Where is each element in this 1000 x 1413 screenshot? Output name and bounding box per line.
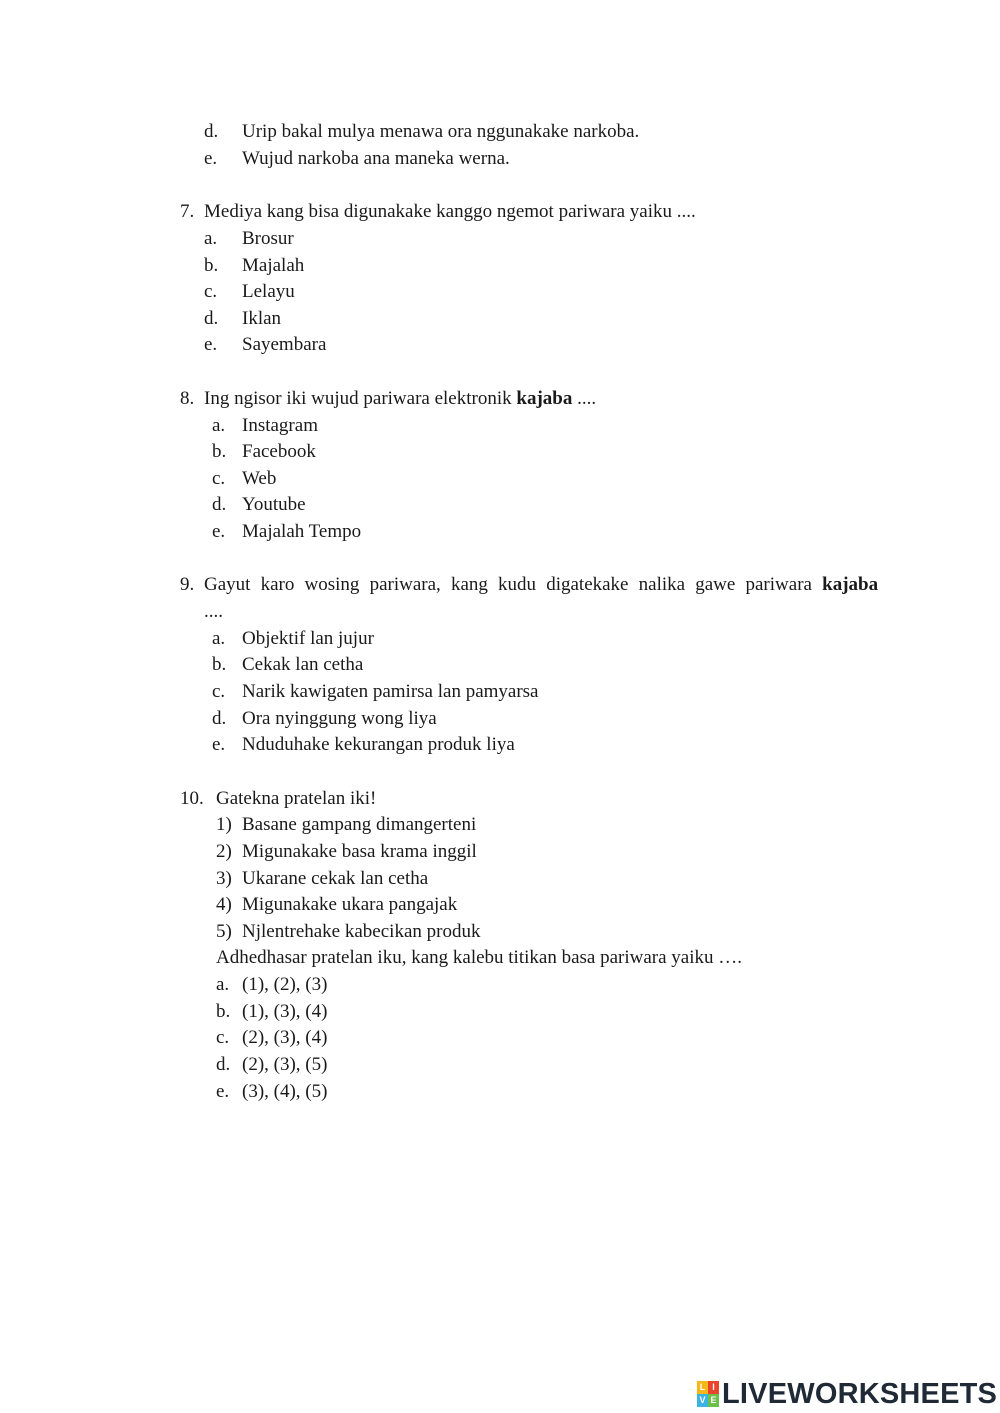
option-text: Ora nyinggung wong liya [242, 708, 437, 729]
logo-mark-i: I [708, 1381, 719, 1394]
option-letter: e. [216, 1081, 230, 1102]
statement-number: 1) [216, 814, 232, 835]
question-prompt: Adhedhasar pratelan iku, kang kalebu titikan basa pariwara yaiku …. [216, 947, 743, 968]
q9-word: gawe [695, 574, 736, 595]
option-text: Majalah Tempo [242, 521, 362, 542]
statement-text: Ukarane cekak lan cetha [242, 868, 429, 889]
option-letter: b. [212, 441, 227, 462]
statement-number: 2) [216, 841, 232, 862]
question-text-after: .... [577, 388, 597, 409]
q9-word: kudu [498, 574, 537, 595]
question-text-after: .... [204, 601, 223, 622]
option-letter: e. [212, 734, 226, 755]
option-text: (1), (2), (3) [242, 974, 328, 995]
q9-word: karo [260, 574, 295, 595]
q9-word: pariwara [745, 574, 812, 595]
logo-mark-e: E [708, 1394, 719, 1407]
option-letter: d. [216, 1054, 231, 1075]
statement-text: Njlentrehake kabecikan produk [242, 921, 481, 942]
option-text: (1), (3), (4) [242, 1001, 328, 1022]
option-letter: a. [212, 628, 226, 649]
option-letter: d. [204, 308, 219, 329]
option-text: Cekak lan cetha [242, 654, 364, 675]
q9-word: kang [450, 574, 488, 595]
q9-word: Gayut [204, 574, 251, 595]
option-letter: a. [216, 974, 230, 995]
liveworksheets-logo[interactable] [697, 1378, 997, 1410]
statement-text: Migunakake basa krama inggil [242, 841, 477, 862]
option-text: Wujud narkoba ana maneka werna. [242, 148, 510, 169]
question-text: Mediya kang bisa digunakake kanggo ngemot pariwara yaiku .... [204, 201, 696, 222]
option-text: (2), (3), (5) [242, 1054, 328, 1075]
option-letter: e. [204, 334, 218, 355]
question-text-emphasis: kajaba [516, 388, 573, 409]
option-letter: a. [204, 228, 218, 249]
question-text: Gatekna pratelan iki! [216, 788, 377, 809]
option-letter: c. [212, 468, 226, 489]
option-text: Brosur [242, 228, 294, 249]
option-letter: e. [204, 148, 218, 169]
statement-number: 5) [216, 921, 232, 942]
question-number: 8. [180, 388, 195, 409]
q9-word: digatekake [546, 574, 629, 595]
option-text: Instagram [242, 415, 318, 436]
question-number: 9. [180, 574, 195, 595]
q9-word: pariwara, [369, 574, 441, 595]
option-text: Facebook [242, 441, 316, 462]
option-letter: b. [216, 1001, 231, 1022]
option-letter: d. [212, 494, 227, 515]
option-letter: a. [212, 415, 226, 436]
option-letter: c. [216, 1027, 230, 1048]
logo-mark-l: L [697, 1381, 708, 1394]
statement-text: Migunakake ukara pangajak [242, 894, 458, 915]
option-letter: c. [212, 681, 226, 702]
q9-word: nalika [638, 574, 686, 595]
option-text: Urip bakal mulya menawa ora nggunakake narkoba. [242, 121, 640, 142]
option-text: Nduduhake kekurangan produk liya [242, 734, 515, 755]
option-text: (3), (4), (5) [242, 1081, 328, 1102]
option-text: Sayembara [242, 334, 327, 355]
logo-mark-v: V [697, 1394, 708, 1407]
option-letter: d. [204, 121, 219, 142]
option-letter: b. [204, 255, 219, 276]
q9-word: wosing [304, 574, 360, 595]
option-text: Web [242, 468, 277, 489]
question-text-before: Ing ngisor iki wujud pariwara elektronik [204, 388, 512, 409]
option-letter: b. [212, 654, 227, 675]
logo-icon [697, 1381, 719, 1407]
question-number: 7. [180, 201, 195, 222]
question-text [204, 387, 596, 411]
option-text: (2), (3), (4) [242, 1027, 328, 1048]
option-text: Majalah [242, 255, 305, 276]
option-letter: c. [204, 281, 218, 302]
logo-wordmark: LIVEWORKSHEETS [722, 1377, 998, 1410]
option-text: Iklan [242, 308, 282, 329]
option-text: Objektif lan jujur [242, 628, 374, 649]
option-letter: e. [212, 521, 226, 542]
question-number: 10. [180, 788, 204, 809]
option-text: Youtube [242, 494, 306, 515]
q9-question-text [204, 573, 878, 597]
statement-number: 4) [216, 894, 232, 915]
statement-text: Basane gampang dimangerteni [242, 814, 477, 835]
option-letter: d. [212, 708, 227, 729]
option-text: Narik kawigaten pamirsa lan pamyarsa [242, 681, 539, 702]
question-text-emphasis: kajaba [822, 574, 879, 595]
statement-number: 3) [216, 868, 232, 889]
option-text: Lelayu [242, 281, 295, 302]
